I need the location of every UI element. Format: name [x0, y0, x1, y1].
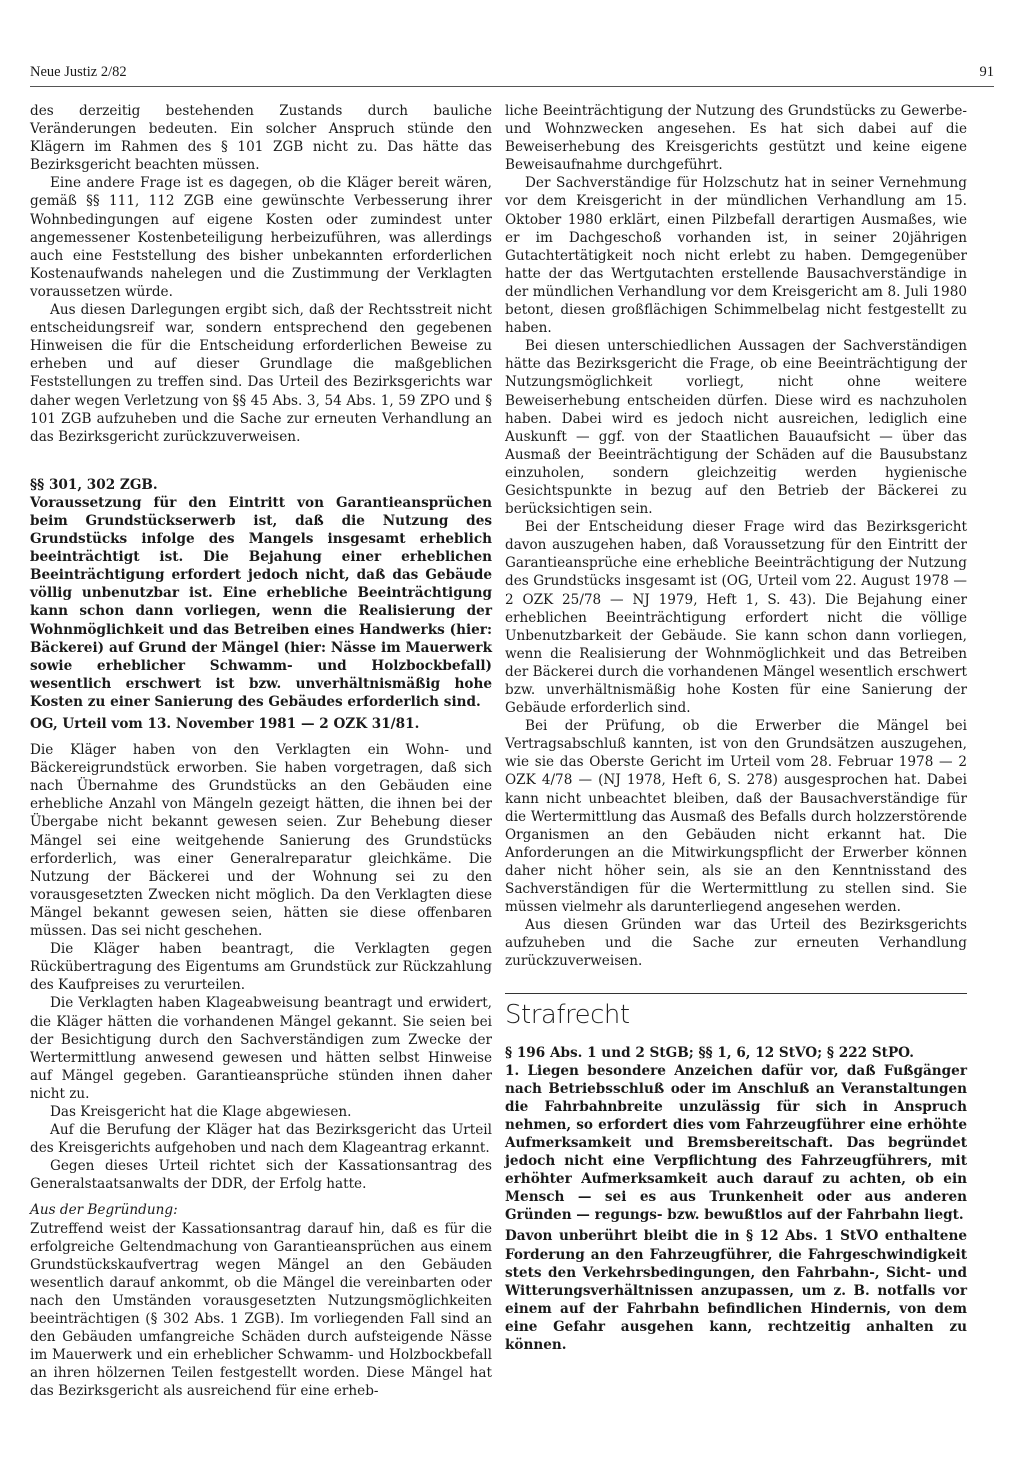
section-divider — [505, 993, 967, 1032]
paragraph: Die Kläger haben von den Verklagten ein Wohn- und Bäckereigrundstück erworben. Sie haben vorgetragen, daß sich nach Übernahme des Grundstücks an den Gebäuden eine erhebliche Anzahl von Mängeln gezeigt hätten, die ihnen bei der Übergabe nicht bekannt gewesen seien. Zur Behebung dieser Mängel sei eine weitgehende Sanierung des Grundstücks erforderlich, was einer Generalreparatur gleichkäme. Die Nutzung der Bäckerei und der Wohnung sei zu den vorausgesetzten Zwecken nicht möglich. Da den Verklagten diese Mängel bekannt gewesen seien, hätten sie diese offenbaren müssen. Das sei nicht geschehen. — [30, 742, 492, 940]
left-column — [30, 102, 492, 1400]
headnote-body: 1. Liegen besondere Anzeichen dafür vor, daß Fußgänger nach Betriebsschluß oder im Anschluß an Veranstaltungen die Fahrbahnbreite unzulässig für sich in Anspruch nehmen, so erfordert dies vom Fahrzeugführer eine erhöhte Aufmerksamkeit und Bremsbereitschaft. Das begründet jedoch nicht eine Verpflichtung des Fahrzeugführers, mit erhöhter Aufmerksamkeit auch darauf zu achten, ob ein Mensch — sei es aus Trunkenheit oder aus anderen Gründen — regungs- bzw. bewußtlos auf der Fahrbahn liegt. — [505, 1062, 967, 1224]
page-number: 91 — [979, 64, 994, 80]
paragraph: des derzeitig bestehenden Zustands durch bauliche Veränderungen bedeuten. Ein solcher Anspruch stünde den Klägern im Rahmen des § 101 ZGB nicht zu. Das hätte das Bezirksgericht beachten müssen. — [30, 103, 492, 174]
paragraph: Gegen dieses Urteil richtet sich der Kassationsantrag des Generalstaatsanwalts der DDR, der Erfolg hatte. — [30, 1158, 492, 1193]
headnote-title: §§ 301, 302 ZGB. — [30, 476, 158, 493]
reasons-heading: Aus der Begründung: — [30, 1202, 178, 1219]
journal-title: Neue Justiz 2/82 — [30, 64, 127, 80]
paragraph: Bei der Entscheidung dieser Frage wird das Bezirksgericht davon auszugehen haben, daß Voraussetzung für den Eintritt der Garantieansprüche eine erhebliche Beeinträchtigung der Nutzung des Grundstücks insgesamt ist (OG, Urteil vom 22. August 1978 — 2 OZK 25/78 — NJ 1979, Heft 1, S. 43). Die Bejahung einer erheblichen Beeinträchtigung erfordert nicht die völlige Unbenutzbarkeit der Gebäude. Sie kann schon dann vorliegen, wenn die Realisierung der Wohnmöglichkeit und das Betreiben der Bäckerei durch die vorhandenen Mängel wesentlich erschwert bzw. unverhältnismäßig hohe Kosten für eine Sanierung der Gebäude erforderlich sind. — [505, 519, 967, 717]
paragraph: liche Beeinträchtigung der Nutzung des Grundstücks zu Gewerbe- und Wohnzwecken angesehen. Es hat sich dabei auf die Beweiserhebung des Kreisgerichts gestützt und keine eigene Beweisaufnahme durchgeführt. — [505, 103, 967, 174]
paragraph: Eine andere Frage ist es dagegen, ob die Kläger bereit wären, gemäß §§ 111, 112 ZGB eine gewünschte Verbesserung ihrer Wohnbedingungen auf eigene Kosten oder zumindest unter angemessener Kostenbeteiligung herbeizuführen, was allerdings auch eine Feststellung des bisher unbekannten erforderlichen Kostenaufwands nahelegen und die Zustimmung der Verklagten voraussetzen würde. — [30, 175, 492, 300]
decision-citation: OG, Urteil vom 13. November 1981 — 2 OZK 31/81. — [30, 716, 420, 732]
headnote-title: § 196 Abs. 1 und 2 StGB; §§ 1, 6, 12 StVO; § 222 StPO. — [505, 1044, 914, 1061]
section-title: Strafrecht — [505, 999, 630, 1030]
paragraph: Bei der Prüfung, ob die Erwerber die Mängel bei Vertragsabschluß kannten, ist von den Grundsätzen auszugehen, wie sie das Oberste Gericht im Urteil vom 28. Februar 1978 — 2 OZK 4/78 — (NJ 1978, Heft 6, S. 278) ausgesprochen hat. Dabei kann nicht unbeachtet bleiben, daß der Bausachverständige für die Wertermittlung das Ausmaß des Befalls durch holzzerstörende Organismen an den Gebäuden nicht erkannt hat. Die Anforderungen an die Mitwirkungspflicht der Erwerber können daher nicht höher sein, als sie an den Kenntnisstand des Sachverständigen für die Wertermittlung zu stellen sind. Sie müssen vielmehr als darunterliegend angesehen werden. — [505, 718, 967, 916]
page-header — [30, 64, 994, 87]
headnote-body: Davon unberührt bleibt die in § 12 Abs. 1 StVO enthaltene Forderung an den Fahrzeugführer, die Fahrgeschwindigkeit stets den Verkehrsbedingungen, den Fahrbahn-, Sicht- und Witterungsverhältnissen anzupassen, um z. B. notfalls vor einem auf der Fahrbahn befindlichen Hindernis, von dem eine Gefahr ausgehen kann, rechtzeitig anhalten zu können. — [505, 1228, 967, 1353]
paragraph: Bei diesen unterschiedlichen Aussagen der Sachverständigen hätte das Bezirksgericht die Frage, ob eine Beeinträchtigung der Nutzungsmöglichkeit vorliegt, nicht ohne weitere Beweiserhebung entscheiden dürfen. Diese wird es nachzuholen haben. Dabei wird es jedoch nicht ausreichen, lediglich eine Auskunft — ggf. von der Staatlichen Bauaufsicht — über das Ausmaß der Beeinträchtigung der Schäden auf die Bausubstanz einzuholen, sondern gleichzeitig werden hygienische Gesichtspunkte in bezug auf den Betrieb der Bäckerei zu berücksichtigen sein. — [505, 338, 967, 518]
paragraph: Aus diesen Darlegungen ergibt sich, daß der Rechtsstreit nicht entscheidungsreif war, sondern entsprechend den gegebenen Hinweisen die für die Entscheidung erforderlichen Beweise zu erheben und auf dieser Grundlage die maßgeblichen Feststellungen zu treffen sind. Das Urteil des Bezirksgerichts war daher wegen Verletzung von §§ 45 Abs. 3, 54 Abs. 1, 59 ZPO und § 101 ZGB aufzuheben und die Sache zur erneuten Verhandlung an das Bezirksgericht zurückzuverweisen. — [30, 302, 492, 445]
paragraph: Die Kläger haben beantragt, die Verklagten gegen Rückübertragung des Eigentums am Grundstück zur Rückzahlung des Kaufpreises zu verurteilen. — [30, 941, 492, 994]
paragraph: Zutreffend weist der Kassationsantrag darauf hin, daß es für die erfolgreiche Geltendmachung von Garantieansprüchen aus einem Grundstückskaufvertrag wegen Mängel an den Gebäuden wesentlich darauf ankommt, ob die Mängel die vereinbarten oder nach den Umständen vorausgesetzten Nutzungsmöglichkeiten beeinträchtigen (§ 302 Abs. 1 ZGB). Im vorliegenden Fall sind an den Gebäuden umfangreiche Schäden durch aufsteigende Nässe im Mauerwerk und ein erheblicher Schwamm- und Holzbockbefall an ihren hölzernen Teilen festgestellt worden. Diese Mängel hat das Bezirksgericht als ausreichend für eine erheb- — [30, 1220, 492, 1400]
paragraph: Das Kreisgericht hat die Klage abgewiesen. — [50, 1103, 352, 1120]
right-column — [505, 102, 967, 1354]
paragraph: Auf die Berufung der Kläger hat das Bezirksgericht das Urteil des Kreisgerichts aufgehoben und nach dem Klageantrag erkannt. — [30, 1122, 492, 1157]
paragraph: Die Verklagten haben Klageabweisung beantragt und erwidert, die Kläger hätten die vorhandenen Mängel gekannt. Sie seien bei der Besichtigung durch den Sachverständigen zum Zwecke der Wertermittlung anwesend gewesen und hätten selbst Hinweise auf Mängel gegeben. Garantieansprüche stünden ihnen daher nicht zu. — [30, 995, 492, 1102]
paragraph: Aus diesen Gründen war das Urteil des Bezirksgerichts aufzuheben und die Sache zur erneuten Verhandlung zurückzuverweisen. — [505, 917, 967, 970]
paragraph: Der Sachverständige für Holzschutz hat in seiner Vernehmung vor dem Kreisgericht in der mündlichen Verhandlung am 15. Oktober 1980 erklärt, einen Pilzbefall derartigen Ausmaßes, wie er im Dachgeschoß vorhanden ist, in seiner 20jährigen Gutachtertätigkeit noch nicht erlebt zu haben. Demgegenüber hatte der das Wertgutachten erstellende Bausachverständige in der mündlichen Verhandlung vor dem Kreisgericht am 8. Juli 1980 betont, diesen großflächigen Schimmelbelag nicht festgestellt zu haben. — [505, 175, 967, 337]
headnote-body: Voraussetzung für den Eintritt von Garantieansprüchen beim Grundstückserwerb ist, daß die Nutzung des Grundstücks infolge des Mangels insgesamt erheblich beeinträchtigt ist. Die Bejahung einer erheblichen Beeinträchtigung erfordert jedoch nicht, daß das Gebäude völlig unbenutzbar ist. Eine erhebliche Beeinträchtigung kann schon dann vorliegen, wenn die Realisierung der Wohnmöglichkeit und das Betreiben eines Handwerks (hier: Bäckerei) auf Grund der Mängel (hier: Nässe im Mauerwerk sowie erheblicher Schwamm- und Holzbockbefall) wesentlich erschwert ist bzw. unverhältnismäßig hohe Kosten zu einer Sanierung des Gebäudes erforderlich sind. — [30, 494, 492, 710]
